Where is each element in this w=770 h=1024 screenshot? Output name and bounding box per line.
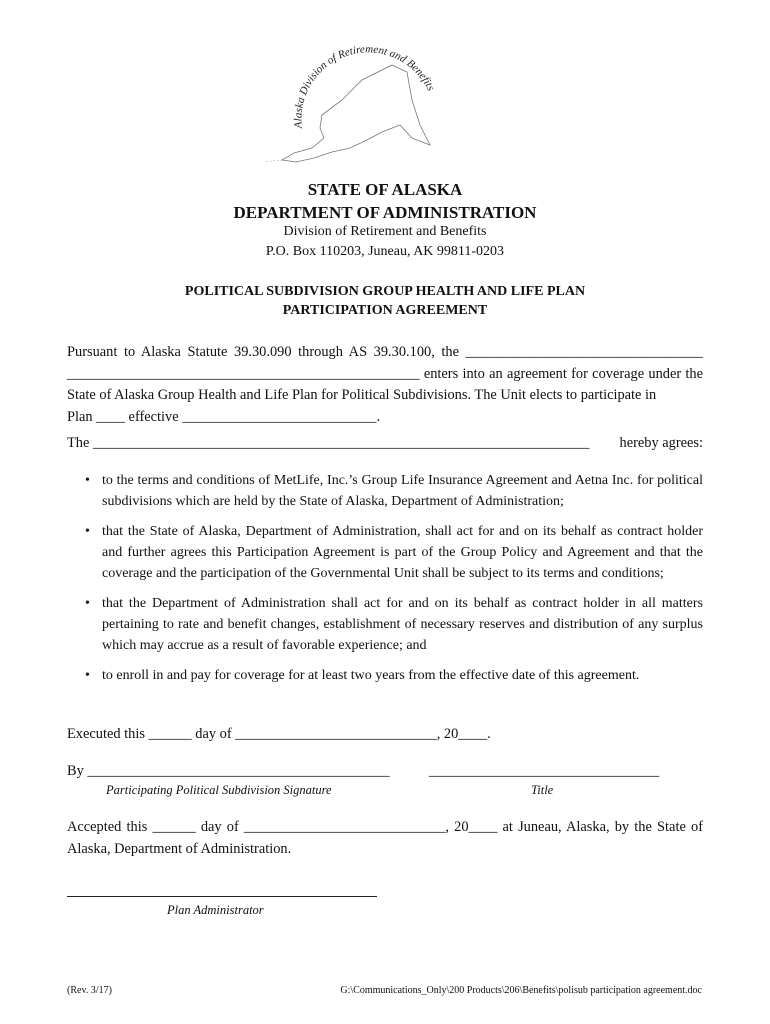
- signature-label: Participating Political Subdivision Signature: [106, 783, 332, 797]
- document-title-line-2: PARTICIPATION AGREEMENT: [282, 303, 488, 318]
- plan-effective-line: Plan ____ effective ___________________________.: [67, 408, 381, 425]
- bullet-icon: •: [85, 473, 90, 488]
- list-item: • that the State of Alaska, Department of Administration, shall act for and on its behalf as contract holder and further agrees this Participation Agreement is part of the Group Policy and Agreement and that the coverage and the participation of the Governmental Unit shall be subject to its terms and conditions;: [67, 521, 703, 584]
- unit-agrees-line: [67, 433, 703, 455]
- intro-text: Pursuant to Alaska Statute 39.30.090 through AS 39.30.100, the _________________________________ _________________________________________________ enters into an agreement for coverage under the State of Alaska Group Health and Life Plan for Political Subdivisions. The Unit elects to participate in: [67, 344, 703, 403]
- administrator-signature-line: [67, 896, 377, 897]
- bullet-icon: •: [85, 596, 90, 611]
- signature-line: [67, 761, 703, 783]
- agreement-terms-list: [67, 470, 703, 695]
- revision-note: (Rev. 3/17): [67, 985, 112, 996]
- signature-field: By __________________________________________: [67, 763, 390, 779]
- document-title-line-1: POLITICAL SUBDIVISION GROUP HEALTH AND LIFE PLAN: [184, 284, 586, 299]
- department-heading: DEPARTMENT OF ADMINISTRATION: [233, 203, 537, 222]
- unit-name-field: The _____________________________________________________________________: [67, 435, 590, 451]
- seal-ring-text: Alaska Division of Retirement and Benefits: [292, 43, 437, 129]
- svg-text:Alaska Division of Retirement: [292, 43, 436, 129]
- executed-date-line: Executed this ______ day of ____________________________, 20____.: [67, 726, 491, 742]
- list-item: • to the terms and conditions of MetLife, Inc.’s Group Life Insurance Agreement and Aetna Inc. for political subdivisions which are held by the State of Alaska, Department of Administration;: [67, 470, 703, 512]
- bullet-icon: •: [85, 668, 90, 683]
- title-label: Title: [531, 783, 554, 797]
- list-item: • to enroll in and pay for coverage for at least two years from the effective date of this agreement.: [67, 665, 703, 686]
- division-address: P.O. Box 110203, Juneau, AK 99811-0203: [265, 244, 505, 259]
- state-heading: STATE OF ALASKA: [307, 180, 463, 199]
- division-seal-logo: [262, 40, 442, 170]
- intro-paragraph: [67, 342, 703, 428]
- administrator-label: Plan Administrator: [167, 903, 264, 917]
- hereby-agrees-text: hereby agrees:: [619, 435, 703, 451]
- bullet-icon: •: [85, 524, 90, 539]
- title-field: ________________________________: [429, 763, 660, 779]
- accepted-date-paragraph: Accepted this ______ day of ____________________________, 20____ at Juneau, Alaska, by the State of Alaska, Department of Administration.: [67, 819, 703, 857]
- division-name: Division of Retirement and Benefits: [283, 224, 487, 239]
- list-item: • that the Department of Administration shall act for and on its behalf as contract holder in all matters pertaining to rate and benefit changes, establishment of necessary reserves and distribution of any surplus which may accrue as a result of favorable experience; and: [67, 593, 703, 656]
- file-path-footer: G:\Communications_Only\200 Products\206\Benefits\polisub participation agreement.doc: [340, 985, 702, 996]
